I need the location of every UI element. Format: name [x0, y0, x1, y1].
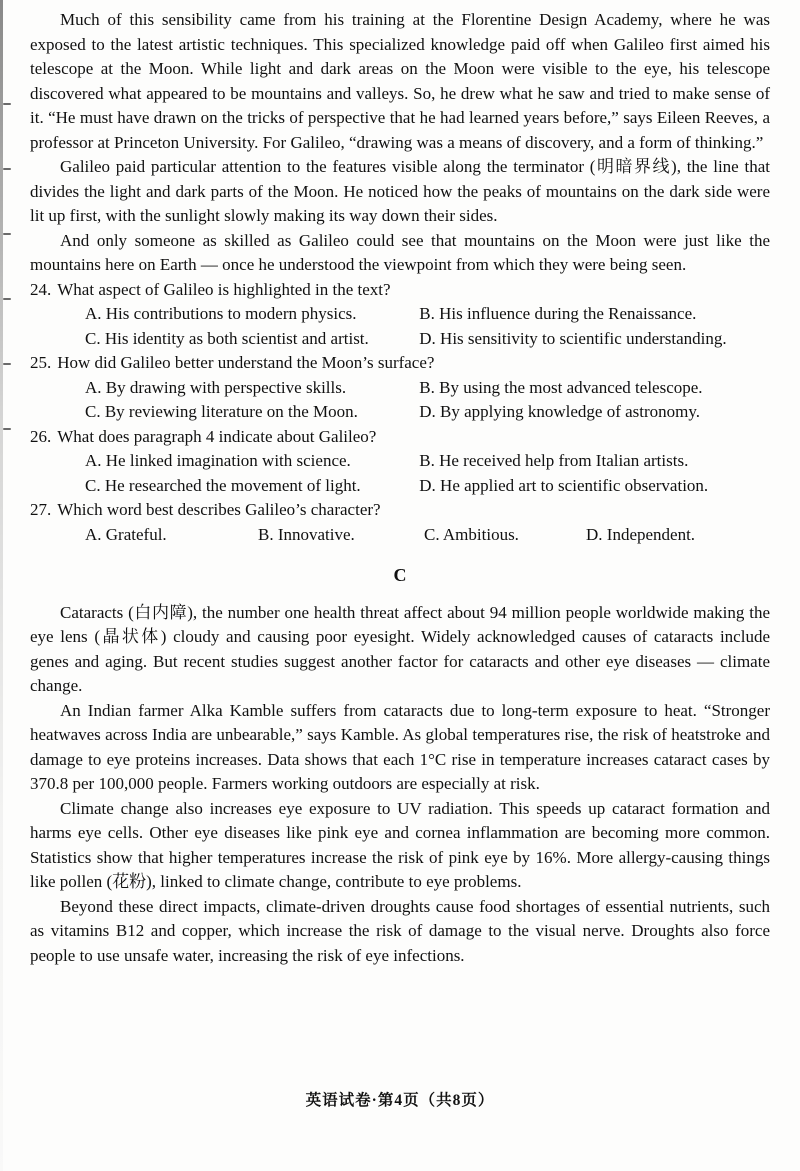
passage-c-paragraph-2: An Indian farmer Alka Kamble suffers from cataracts due to long-term exposure to heat. “Stronger heatwaves across India are unbearable,” says Kamble. As global temperatures rise, the risk of heatstroke and damage to eye proteins increases. Data shows that each 1°C rise in temperature increases cataract cases by 370.8 per 100,000 people. Farmers working outdoors are especially at risk. — [30, 700, 770, 793]
question-stem: What does paragraph 4 indicate about Galileo? — [57, 426, 377, 446]
section-c-heading: C — [393, 565, 407, 585]
option-b: B. His influence during the Renaissance. — [419, 304, 697, 323]
question-stem: What aspect of Galileo is highlighted in the text? — [57, 279, 391, 299]
question-stem: How did Galileo better understand the Moon’s surface? — [57, 353, 435, 372]
binding-dash-mark — [3, 298, 11, 300]
binding-dash-mark — [3, 363, 11, 365]
question-number: 24. — [30, 279, 52, 299]
question-25-options — [30, 376, 770, 425]
option-d: D. He applied art to scientific observation. — [419, 475, 709, 495]
question-stem: Which word best describes Galileo’s character? — [57, 500, 381, 519]
binding-dash-mark — [3, 168, 11, 170]
question-25 — [30, 351, 770, 425]
option-a: A. Grateful. — [85, 524, 167, 544]
question-27-options — [30, 523, 770, 548]
passage-c-paragraph-1: Cataracts (白内障), the number one health threat affect about 94 million people worldwide making the eye lens (晶状体) cloudy and causing poor eyesight. Widely acknowledged causes of cataracts include genes and aging. But recent studies suggest another factor for cataracts and other eye diseases — climate change. — [30, 602, 770, 695]
binding-dash-mark — [3, 233, 11, 235]
passage-b-paragraph-2: Galileo paid particular attention to the features visible along the terminator (明暗界线), the line that divides the light and dark parts of the Moon. He noticed how the peaks of mountains on the dark side were lit up first, with the sunlight slowly making its way down their sides. — [30, 157, 770, 225]
question-26-options — [30, 449, 770, 498]
binding-dash-mark — [3, 428, 11, 430]
option-a: A. His contributions to modern physics. — [85, 304, 357, 323]
passage-c-paragraph-4: Beyond these direct impacts, climate-driven droughts cause food shortages of essential nutrients, such as vitamins B12 and copper, which increase the risk of damage to the visual nerve. Droughts also force people to use unsafe water, increasing the risk of eye infections. — [30, 896, 770, 965]
scan-edge-artifact — [0, 0, 3, 1171]
option-c: C. His identity as both scientist and artist. — [85, 328, 369, 348]
question-24-options — [30, 302, 770, 351]
passage-b-paragraph-1: Much of this sensibility came from his training at the Florentine Design Academy, where he was exposed to the latest artistic techniques. This specialized knowledge paid off when Galileo first aimed his telescope at the Moon. While light and dark areas on the Moon were visible to the eye, his telescope discovered what appeared to be mountains and valleys. So, he drew what he saw and tried to make sense of it. “He must have drawn on the tricks of perspective that he had learned years before,” says Eileen Reeves, a professor at Princeton University. For Galileo, “drawing was a means of discovery, and a form of thinking.” — [30, 10, 770, 152]
question-26 — [30, 425, 770, 499]
page-footer: 英语试卷·第4页（共8页） — [305, 1091, 495, 1109]
question-number: 26. — [30, 426, 52, 446]
option-c: C. By reviewing literature on the Moon. — [85, 402, 358, 421]
option-d: D. Independent. — [586, 524, 696, 544]
option-a: A. He linked imagination with science. — [85, 451, 351, 470]
question-number: 25. — [30, 353, 52, 372]
option-d: D. His sensitivity to scientific understanding. — [419, 328, 727, 348]
question-number: 27. — [30, 500, 52, 519]
option-b: B. By using the most advanced telescope. — [419, 377, 703, 397]
option-a: A. By drawing with perspective skills. — [85, 377, 347, 397]
passage-b-paragraph-3: And only someone as skilled as Galileo could see that mountains on the Moon were just like the mountains here on Earth — once he understood the viewpoint from which they were being seen. — [30, 230, 770, 274]
question-27 — [30, 498, 770, 547]
binding-dash-mark — [3, 103, 11, 105]
option-d: D. By applying knowledge of astronomy. — [419, 402, 701, 421]
passage-c-paragraph-3: Climate change also increases eye exposure to UV radiation. This speeds up cataract formation and harms eye cells. Other eye diseases like pink eye and cornea inflammation are becoming more common. Statistics show that higher temperatures increase the risk of pink eye by 16%. More allergy-causing things like pollen (花粉), linked to climate change, contribute to eye problems. — [30, 798, 770, 891]
question-24 — [30, 278, 770, 352]
option-c: C. He researched the movement of light. — [85, 475, 361, 495]
option-c: C. Ambitious. — [424, 524, 519, 544]
option-b: B. He received help from Italian artists. — [419, 451, 689, 470]
option-b: B. Innovative. — [258, 524, 355, 544]
